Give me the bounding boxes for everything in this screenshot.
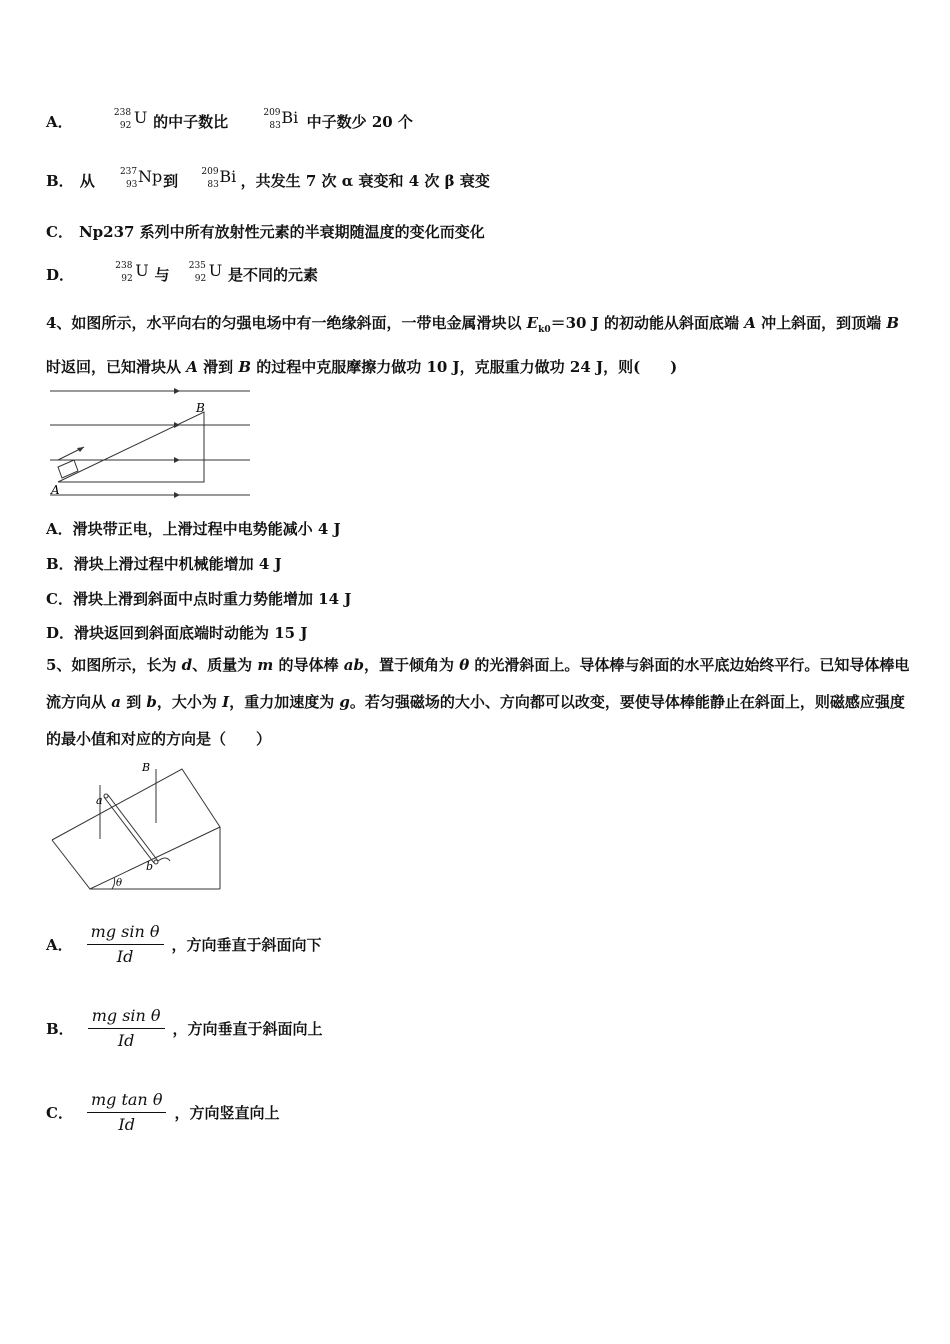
label-b: B bbox=[196, 401, 205, 415]
q3-option-b: B． 从 237 93 Np 到 209 83 Bi ，共发生 7 次 α 衰变和 4 次 β 衰变 bbox=[46, 167, 490, 197]
q4-option-c: C．滑块上滑到斜面中点时重力势能增加 14 J bbox=[46, 590, 352, 608]
nuclide-u235: 235 92 U bbox=[188, 261, 223, 284]
q5-incline-rod-figure bbox=[46, 755, 226, 895]
label-a: A bbox=[51, 483, 60, 497]
q5-option-c: C． $\frac{\text{mg tan θ}}{Id}$ ，方向竖直向上 bbox=[46, 1088, 279, 1137]
q5-option-b: B． $\frac{\text{mg sin θ}}{Id}$ ，方向垂直于斜面向上 bbox=[46, 1004, 323, 1053]
q5-option-a: A． $\frac{\text{mg sin θ}}{Id}$ ，方向垂直于斜面向下 bbox=[46, 920, 322, 969]
label-theta: θ bbox=[116, 878, 123, 889]
nuclide-u238: 238 92 U bbox=[115, 261, 149, 284]
q5-stem: 5、如图所示，长为 d、质量为 m 的导体棒 ab，置于倾角为 θ 的光滑斜面上。导体棒与斜面的水平底边始终平行。已知导体棒电流方向从 a 到 b，大小为 I，重力加速度为 g。若匀强磁场的大小、方向都可以改变，要使导体棒能静止在斜面上，则磁感应强度的最小值和对应的方向是（ ） bbox=[46, 656, 910, 748]
nuclide-np237: 237 93 Np bbox=[119, 167, 163, 190]
label-a: a bbox=[96, 794, 103, 807]
q4-incline-field-figure bbox=[46, 385, 256, 500]
nuclide-u238: 238 92 U bbox=[113, 108, 148, 131]
fraction: $\frac{\text{mg sin θ}}{Id}$ bbox=[88, 1004, 165, 1053]
nuclide-bi209: 209 83 Bi bbox=[263, 108, 299, 131]
q4-option-d: D．滑块返回到斜面底端时动能为 15 J bbox=[46, 624, 308, 642]
fraction: $\frac{\text{mg tan θ}}{Id}$ bbox=[87, 1088, 167, 1137]
q4-option-a: A．滑块带正电，上滑过程中电势能减小 4 J bbox=[46, 520, 341, 538]
nuclide-bi209: 209 83 Bi bbox=[201, 167, 237, 190]
q3-option-d: D． 238 92 U 与 235 92 U 是不同的元素 bbox=[46, 261, 318, 291]
q4-stem: 4、如图所示，水平向右的匀强电场中有一绝缘斜面，一带电金属滑块以 $E_{k0}=30$ J 的初动能从斜面底端 A 冲上斜面，到顶端 B 时返回，已知滑块从 A 滑到 B 的过程中克服摩擦力做功 10 J，克服重力做功 24 J，则( ) bbox=[46, 314, 900, 376]
label-b-field: B bbox=[142, 761, 151, 774]
q3-option-c: C． Np237 系列中所有放射性元素的半衰期随温度的变化而变化 bbox=[46, 223, 485, 241]
q3-option-a: A． 238 92 U 的中子数比 209 83 Bi 中子数少 20 个 bbox=[46, 108, 413, 138]
q4-option-b: B．滑块上滑过程中机械能增加 4 J bbox=[46, 555, 282, 573]
fraction: $\frac{\text{mg sin θ}}{Id}$ bbox=[87, 920, 164, 969]
label-b: b bbox=[146, 860, 154, 873]
